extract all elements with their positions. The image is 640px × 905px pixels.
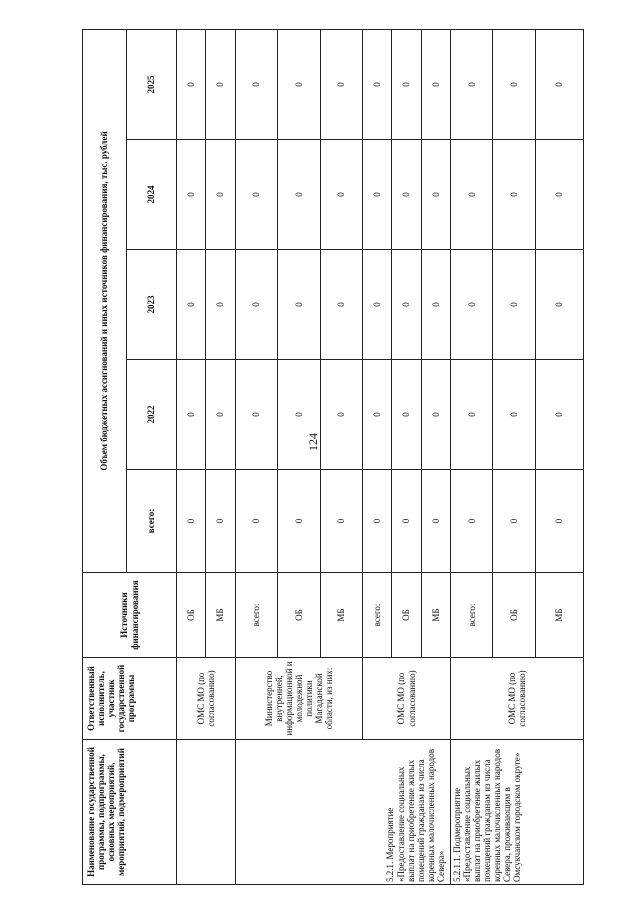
header-year: 2024: [127, 140, 177, 250]
value-cell: 0: [392, 250, 421, 360]
header-year: 2025: [127, 30, 177, 140]
value-cell: 0: [363, 470, 392, 573]
value-cell: 0: [235, 470, 278, 573]
source-cell: ОБ: [392, 573, 421, 658]
value-cell: 0: [320, 360, 363, 470]
value-cell: 0: [535, 140, 583, 250]
executor-cell: ОМС МО (по согласованию): [363, 658, 451, 740]
value-cell: 0: [177, 140, 206, 250]
source-cell: МБ: [421, 573, 450, 658]
header-name: Наименование государственной программы, подпрограммы, основных мероприятий, мероприятий, подмероприятий: [83, 740, 177, 885]
value-cell: 0: [206, 140, 235, 250]
table-row: [177, 30, 206, 885]
header-source: Источники финансирования: [83, 573, 177, 658]
value-cell: 0: [320, 30, 363, 140]
source-cell: ОБ: [177, 573, 206, 658]
table-wrapper: [82, 30, 584, 885]
table-row: [235, 30, 278, 885]
executor-cell: ОМС МО (по согласованию): [177, 658, 236, 740]
value-cell: 0: [493, 470, 536, 573]
value-cell: 0: [235, 140, 278, 250]
value-cell: 0: [450, 30, 493, 140]
value-cell: 0: [206, 250, 235, 360]
value-cell: 0: [278, 360, 321, 470]
measure-5-2-1: 5.2.1. Мероприятие «Предоставление социальных выплат на приобретение жилых помещений гражданам из числа коренных малочисленных народов Севера»: [235, 740, 450, 885]
value-cell: 0: [392, 470, 421, 573]
value-cell: 0: [177, 250, 206, 360]
value-cell: 0: [206, 360, 235, 470]
source-cell: ОБ: [278, 573, 321, 658]
source-cell: МБ: [535, 573, 583, 658]
value-cell: 0: [535, 250, 583, 360]
value-cell: 0: [363, 360, 392, 470]
header-total: всего:: [127, 470, 177, 573]
value-cell: 0: [278, 30, 321, 140]
source-cell: ОБ: [493, 573, 536, 658]
value-cell: 0: [235, 360, 278, 470]
value-cell: 0: [278, 250, 321, 360]
value-cell: 0: [235, 30, 278, 140]
financing-table: [82, 29, 584, 885]
name-cell-empty: [177, 740, 236, 885]
value-cell: 0: [177, 470, 206, 573]
value-cell: 0: [235, 250, 278, 360]
value-cell: 0: [450, 470, 493, 573]
value-cell: 0: [493, 250, 536, 360]
executor-cell: ОМС МО (по согласованию): [450, 658, 583, 740]
value-cell: 0: [421, 470, 450, 573]
value-cell: 0: [450, 140, 493, 250]
source-cell: всего:: [363, 573, 392, 658]
value-cell: 0: [421, 30, 450, 140]
table-row: [450, 30, 493, 885]
executor-cell: Министерство внутренней, информационной и молодежной политики Магаданской области, из них:: [235, 658, 363, 740]
value-cell: 0: [392, 140, 421, 250]
value-cell: 0: [493, 30, 536, 140]
value-cell: 0: [206, 30, 235, 140]
value-cell: 0: [535, 360, 583, 470]
source-cell: МБ: [320, 573, 363, 658]
value-cell: 0: [320, 140, 363, 250]
value-cell: 0: [421, 250, 450, 360]
value-cell: 0: [392, 360, 421, 470]
value-cell: 0: [363, 140, 392, 250]
value-cell: 0: [363, 30, 392, 140]
source-cell: МБ: [206, 573, 235, 658]
value-cell: 0: [535, 470, 583, 573]
value-cell: 0: [177, 360, 206, 470]
header-executor: Ответственный исполнитель, участник государственной программы: [83, 658, 177, 740]
value-cell: 0: [278, 140, 321, 250]
value-cell: 0: [535, 30, 583, 140]
value-cell: 0: [177, 30, 206, 140]
value-cell: 0: [450, 360, 493, 470]
value-cell: 0: [320, 250, 363, 360]
value-cell: 0: [278, 470, 321, 573]
value-cell: 0: [421, 360, 450, 470]
header-volume: Объем бюджетных ассигнований и иных источников финансирования, тыс. рублей: [83, 30, 127, 573]
value-cell: 0: [363, 250, 392, 360]
value-cell: 0: [450, 250, 493, 360]
source-cell: всего:: [450, 573, 493, 658]
value-cell: 0: [421, 140, 450, 250]
value-cell: 0: [206, 470, 235, 573]
source-cell: всего:: [235, 573, 278, 658]
value-cell: 0: [392, 30, 421, 140]
header-year: 2023: [127, 250, 177, 360]
value-cell: 0: [320, 470, 363, 573]
value-cell: 0: [493, 360, 536, 470]
page-number: 124: [306, 433, 320, 451]
submeasure-5-2-1-1: 5.2.1.1. Подмероприятие «Предоставление социальных выплат на приобретение жилых помещений гражданам из числа коренных малочисленных народов Севера, проживающим в Омсукчанском городском округе»: [450, 740, 583, 885]
value-cell: 0: [493, 140, 536, 250]
header-year: 2022: [127, 360, 177, 470]
rotated-table-container: [82, 30, 584, 885]
